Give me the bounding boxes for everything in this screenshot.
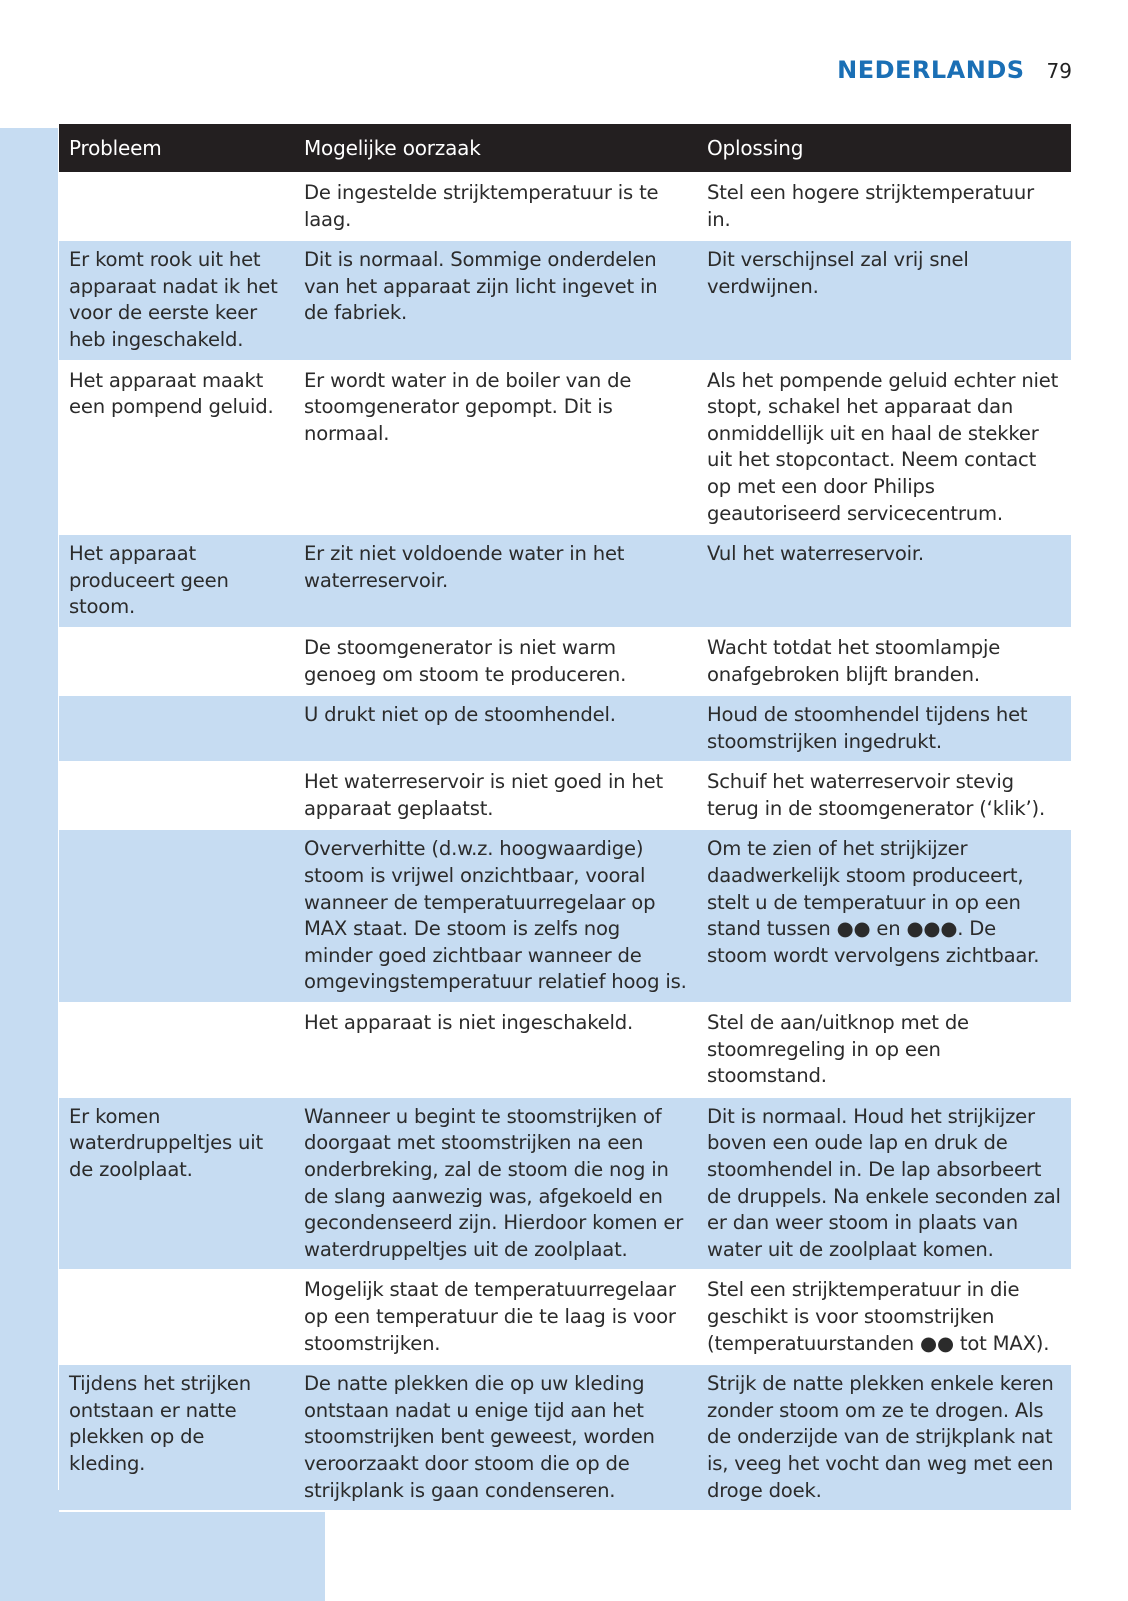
problem-cell bbox=[59, 695, 294, 762]
cause-cell: Er zit niet voldoende water in het waterreservoir. bbox=[294, 534, 697, 628]
solution-cell: Vul het waterreservoir. bbox=[697, 534, 1071, 628]
solution-cell: Dit verschijnsel zal vrij snel verdwijnen. bbox=[697, 240, 1071, 360]
left-margin-band bbox=[0, 128, 58, 1601]
table-row bbox=[59, 240, 1071, 360]
language-heading: NEDERLANDS bbox=[837, 56, 1025, 84]
column-header-cause: Mogelijke oorzaak bbox=[294, 124, 697, 173]
cause-cell: Het apparaat is niet ingeschakeld. bbox=[294, 1003, 697, 1097]
cause-cell: U drukt niet op de stoomhendel. bbox=[294, 695, 697, 762]
solution-cell: Strijk de natte plekken enkele keren zonder stoom om ze te drogen. Als de onderzijde van de strijkplank nat is, veeg het vocht dan weg met een droge doek. bbox=[697, 1364, 1071, 1511]
solution-cell: Om te zien of het strijkijzer daadwerkelijk stoom produceert, stelt u de temperatuur in op een stand tussen ●● en ●●●. De stoom wordt vervolgens zichtbaar. bbox=[697, 829, 1071, 1003]
cause-cell: Er wordt water in de boiler van de stoomgenerator gepompt. Dit is normaal. bbox=[294, 361, 697, 535]
table-row bbox=[59, 361, 1071, 535]
table-row bbox=[59, 695, 1071, 762]
problem-cell bbox=[59, 762, 294, 829]
solution-cell: Als het pompende geluid echter niet stopt, schakel het apparaat dan onmiddellijk uit en haal de stekker uit het stopcontact. Neem contact op met een door Philips geautoriseerd servicecentrum. bbox=[697, 361, 1071, 535]
table-row bbox=[59, 1003, 1071, 1097]
solution-cell: Stel de aan/uitknop met de stoomregeling in op een stoomstand. bbox=[697, 1003, 1071, 1097]
solution-cell: Wacht totdat het stoomlampje onafgebroken blijft branden. bbox=[697, 628, 1071, 695]
table-row bbox=[59, 628, 1071, 695]
column-header-problem: Probleem bbox=[59, 124, 294, 173]
table-row bbox=[59, 534, 1071, 628]
page-number: 79 bbox=[1046, 59, 1072, 83]
cause-cell: Dit is normaal. Sommige onderdelen van het apparaat zijn licht ingevet in de fabriek. bbox=[294, 240, 697, 360]
table-header-row bbox=[59, 124, 1071, 173]
problem-cell bbox=[59, 628, 294, 695]
table-row bbox=[59, 1097, 1071, 1271]
problem-cell: Er komen waterdruppeltjes uit de zoolplaat. bbox=[59, 1097, 294, 1271]
cause-cell: De natte plekken die op uw kleding ontstaan nadat u enige tijd aan het stoomstrijken bent geweest, worden veroorzaakt door stoom die op de strijkplank is gaan condenseren. bbox=[294, 1364, 697, 1511]
solution-cell: Stel een strijktemperatuur in die geschikt is voor stoomstrijken (temperatuurstanden ●● tot MAX). bbox=[697, 1270, 1071, 1364]
cause-cell: Mogelijk staat de temperatuurregelaar op een temperatuur die te laag is voor stoomstrijken. bbox=[294, 1270, 697, 1364]
column-header-solution: Oplossing bbox=[697, 124, 1071, 173]
cause-cell: Wanneer u begint te stoomstrijken of doorgaat met stoomstrijken na een onderbreking, zal de stoom die nog in de slang aanwezig was, afgekoeld en gecondenseerd zijn. Hierdoor komen er waterdruppeltjes uit de zoolplaat. bbox=[294, 1097, 697, 1271]
problem-cell: Er komt rook uit het apparaat nadat ik het voor de eerste keer heb ingeschakeld. bbox=[59, 240, 294, 360]
cause-cell: Het waterreservoir is niet goed in het apparaat geplaatst. bbox=[294, 762, 697, 829]
table-row bbox=[59, 1364, 1071, 1511]
table-row bbox=[59, 1270, 1071, 1364]
table-row bbox=[59, 762, 1071, 829]
cause-cell: De ingestelde strijktemperatuur is te laag. bbox=[294, 173, 697, 240]
problem-cell: Het apparaat produceert geen stoom. bbox=[59, 534, 294, 628]
solution-cell: Houd de stoomhendel tijdens het stoomstrijken ingedrukt. bbox=[697, 695, 1071, 762]
table-row bbox=[59, 173, 1071, 240]
solution-cell: Stel een hogere strijktemperatuur in. bbox=[697, 173, 1071, 240]
problem-cell bbox=[59, 829, 294, 1003]
problem-cell: Tijdens het strijken ontstaan er natte plekken op de kleding. bbox=[59, 1364, 294, 1511]
problem-cell bbox=[59, 173, 294, 240]
problem-cell: Het apparaat maakt een pompend geluid. bbox=[59, 361, 294, 535]
troubleshooting-table bbox=[59, 124, 1071, 1512]
table-row bbox=[59, 829, 1071, 1003]
problem-cell bbox=[59, 1270, 294, 1364]
cause-cell: De stoomgenerator is niet warm genoeg om stoom te produceren. bbox=[294, 628, 697, 695]
problem-cell bbox=[59, 1003, 294, 1097]
page-header bbox=[837, 56, 1072, 84]
solution-cell: Schuif het waterreservoir stevig terug in de stoomgenerator (‘klik’). bbox=[697, 762, 1071, 829]
cause-cell: Oververhitte (d.w.z. hoogwaardige) stoom is vrijwel onzichtbaar, vooral wanneer de temperatuurregelaar op MAX staat. De stoom is zelfs nog minder goed zichtbaar wanneer de omgevingstemperatuur relatief hoog is. bbox=[294, 829, 697, 1003]
solution-cell: Dit is normaal. Houd het strijkijzer boven een oude lap en druk de stoomhendel in. De lap absorbeert de druppels. Na enkele seconden zal er dan weer stoom in plaats van water uit de zoolplaat komen. bbox=[697, 1097, 1071, 1271]
